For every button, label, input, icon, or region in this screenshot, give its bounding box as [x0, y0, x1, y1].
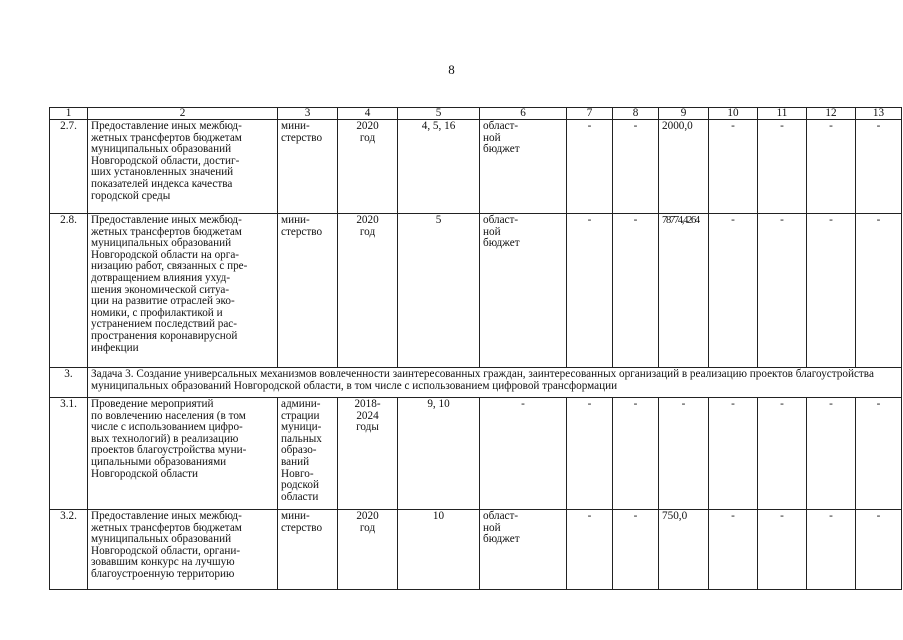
row-period: 2020 год — [338, 120, 398, 214]
header-row — [50, 108, 902, 120]
row-number: 2.7. — [50, 120, 88, 214]
row-value: 2000,0 — [659, 120, 709, 214]
row-value: - — [807, 214, 856, 368]
header-cell: 9 — [659, 108, 709, 120]
row-number: 2.8. — [50, 214, 88, 368]
row-value: - — [807, 398, 856, 510]
task-row — [50, 368, 902, 398]
row-executor: админи- страции муници- пальных образо- ваний Новго- родской области — [278, 398, 338, 510]
row-number: 3.2. — [50, 510, 88, 590]
header-cell: 11 — [758, 108, 807, 120]
row-value: - — [613, 120, 659, 214]
row-targets: 10 — [398, 510, 480, 590]
row-description: Проведение мероприятий по вовлечению населения (в том числе с использованием цифро- вых технологий) в реализацию проектов благоустройства муни- ципальными образованиями Новгородской области — [88, 398, 278, 510]
row-source: област- ной бюджет — [480, 214, 567, 368]
task-number: 3. — [50, 368, 88, 398]
header-cell: 12 — [807, 108, 856, 120]
header-cell: 3 — [278, 108, 338, 120]
header-cell: 4 — [338, 108, 398, 120]
row-executor: мини- стерство — [278, 510, 338, 590]
header-cell: 13 — [856, 108, 902, 120]
header-cell: 1 — [50, 108, 88, 120]
row-value: - — [613, 510, 659, 590]
program-table — [49, 107, 902, 590]
row-value: - — [659, 398, 709, 510]
row-value: - — [807, 120, 856, 214]
row-period: 2020 год — [338, 510, 398, 590]
row-value: - — [613, 398, 659, 510]
row-targets: 9, 10 — [398, 398, 480, 510]
row-description: Предоставление иных межбюд- жетных трансфертов бюджетам муниципальных образований Новгородской области, достиг- ших установленных значений показателей индекса качества городской среды — [88, 120, 278, 214]
row-value: - — [709, 120, 758, 214]
header-cell: 10 — [709, 108, 758, 120]
table-row — [50, 214, 902, 368]
row-value: - — [758, 398, 807, 510]
row-executor: мини- стерство — [278, 120, 338, 214]
row-targets: 4, 5, 16 — [398, 120, 480, 214]
table-row — [50, 398, 902, 510]
row-value: - — [567, 510, 613, 590]
row-value: - — [709, 214, 758, 368]
row-executor: мини- стерство — [278, 214, 338, 368]
header-cell: 6 — [480, 108, 567, 120]
table-row — [50, 120, 902, 214]
row-value: - — [709, 398, 758, 510]
row-value: - — [758, 510, 807, 590]
table-row — [50, 510, 902, 590]
page-number: 8 — [448, 62, 455, 77]
row-value: - — [758, 120, 807, 214]
row-value: - — [807, 510, 856, 590]
header-cell: 8 — [613, 108, 659, 120]
header-cell: 5 — [398, 108, 480, 120]
row-value: - — [567, 120, 613, 214]
row-source: област- ной бюджет — [480, 120, 567, 214]
task-description: Задача 3. Создание универсальных механизмов вовлеченности заинтересованных граждан, заинтересованных организаций в реализацию проектов благоустройства муниципальных образований Новгородской области, в том числе с использованием цифровой трансформации — [88, 368, 902, 398]
header-cell: 2 — [88, 108, 278, 120]
row-value: 750,0 — [659, 510, 709, 590]
header-cell: 7 — [567, 108, 613, 120]
row-targets: 5 — [398, 214, 480, 368]
row-value: - — [613, 214, 659, 368]
row-description: Предоставление иных межбюд- жетных трансфертов бюджетам муниципальных образований Новгородской области на орга- низацию работ, связанных с пре- дотвращением влияния ухуд- шения экономической ситуа- ции на развитие отраслей эко- номики, с профилактикой и устранением последствий рас- пространения коронавирусной инфекции — [88, 214, 278, 368]
row-period: 2018- 2024 годы — [338, 398, 398, 510]
row-value: 78774,4264 — [659, 214, 709, 368]
row-number: 3.1. — [50, 398, 88, 510]
row-description: Предоставление иных межбюд- жетных трансфертов бюджетам муниципальных образований Новгородской области, органи- зовавшим конкурс на лучшую благоустроенную территорию — [88, 510, 278, 590]
row-value: - — [709, 510, 758, 590]
row-value: - — [856, 120, 902, 214]
row-value: - — [758, 214, 807, 368]
row-value: - — [856, 510, 902, 590]
row-value: - — [567, 214, 613, 368]
row-period: 2020 год — [338, 214, 398, 368]
row-source: област- ной бюджет — [480, 510, 567, 590]
row-value: - — [856, 398, 902, 510]
row-value: - — [856, 214, 902, 368]
row-value: - — [567, 398, 613, 510]
row-source: - — [480, 398, 567, 510]
